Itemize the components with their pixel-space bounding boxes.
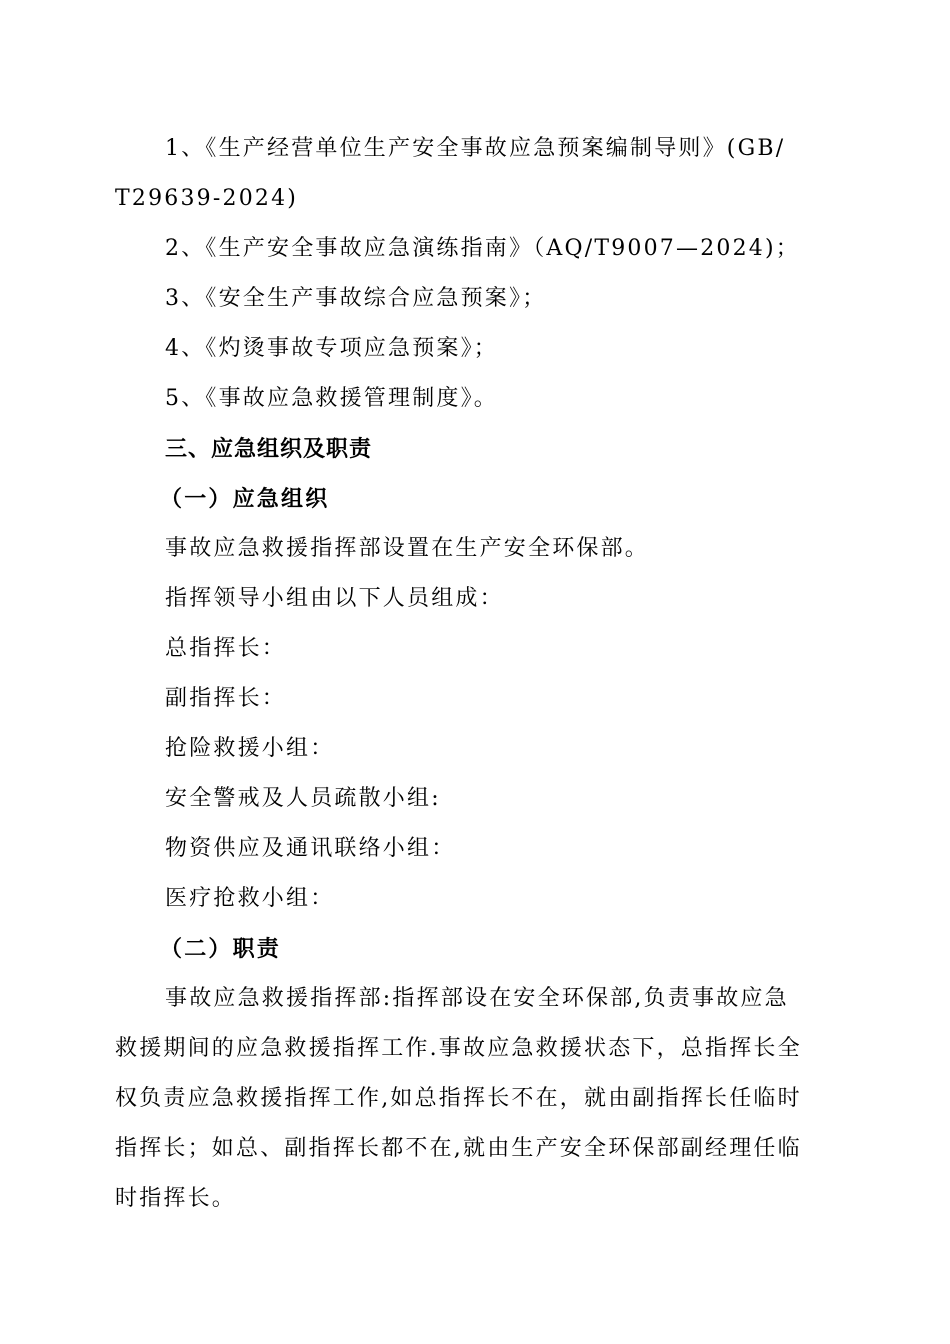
org-line-4: 副指挥长： [165, 686, 287, 711]
org-line-3: 总指挥长： [165, 636, 287, 661]
reference-item-1: 1、《生产经营单位生产安全事故应急预案编制导则》(GB/ [165, 136, 786, 161]
org-line-2: 指挥领导小组由以下人员组成： [165, 586, 504, 611]
duties-paragraph-line-5: 时指挥长。 [115, 1186, 237, 1211]
reference-item-3: 3、《安全生产事故综合应急预案》； [165, 286, 547, 311]
org-line-6: 安全警戒及人员疏散小组: [165, 786, 441, 811]
duties-paragraph-line-1: 事故应急救援指挥部:指挥部设在安全环保部,负责事故应急 [165, 986, 789, 1011]
reference-item-1-continued: T29639-2024) [115, 186, 299, 211]
org-line-7: 物资供应及通讯联络小组： [165, 836, 456, 861]
org-line-8: 医疗抢救小组： [165, 886, 335, 911]
reference-item-4: 4、《灼烫事故专项应急预案》； [165, 336, 498, 361]
subsection-heading-duties: （二）职责 [160, 936, 282, 962]
reference-item-5: 5、《事故应急救援管理制度》。 [165, 386, 498, 411]
org-line-5: 抢险救援小组： [165, 736, 335, 761]
reference-item-2: 2、《生产安全事故应急演练指南》（AQ/T9007—2024)； [165, 236, 800, 261]
duties-paragraph-line-3: 权负责应急救援指挥工作,如总指挥长不在，就由副指挥长任临时 [115, 1086, 802, 1111]
subsection-heading-emergency-organization: （一）应急组织 [160, 486, 330, 512]
org-line-1: 事故应急救援指挥部设置在生产安全环保部。 [165, 536, 650, 561]
section-heading-organization-duties: 三、应急组织及职责 [165, 436, 373, 462]
duties-paragraph-line-2: 救援期间的应急救援指挥工作.事故应急救援状态下，总指挥长全 [115, 1036, 802, 1061]
duties-paragraph-line-4: 指挥长；如总、副指挥长都不在,就由生产安全环保部副经理任临 [115, 1136, 802, 1161]
